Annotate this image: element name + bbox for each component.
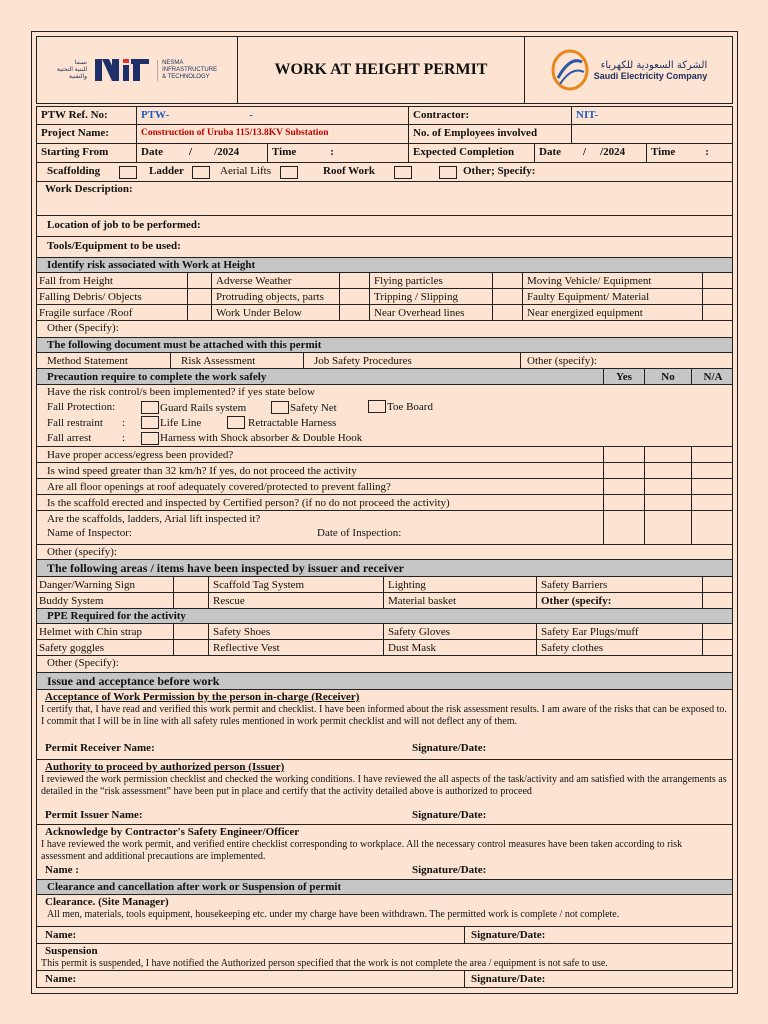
ppe-item: Dust Mask: [383, 640, 536, 655]
scaffold-inspection-cell: [37, 511, 603, 544]
nesma-logo-text: NESMA INFRASTRUCTURE & TECHNOLOGY: [157, 60, 217, 81]
work-type-row: [36, 163, 733, 182]
risk-item: Protruding objects, parts: [211, 289, 339, 304]
suspension-title: Suspension: [45, 945, 98, 957]
precaution-other-label: Other (specify):: [47, 546, 117, 558]
acknowledge-text: I have reviewed the work permit, and verified entire checklist corresponding to workplace. All the necessary control measures have been taken according to risk assessment and additional precautions are implemented.: [41, 839, 683, 862]
risk-checkbox[interactable]: [339, 273, 369, 288]
inspected-item: Safety Barriers: [536, 577, 702, 592]
precaution-question: Have proper access/egress been provided?: [47, 449, 234, 461]
precaution-question-row: [36, 463, 733, 479]
ppe-item: Safety goggles: [39, 642, 105, 654]
risk-item: Adverse Weather: [211, 273, 339, 288]
precaution-question: Is wind speed greater than 32 km/h? If yes, do not proceed the activity: [47, 465, 357, 477]
risk-item: Falling Debris/ Objects: [39, 291, 142, 303]
inspected-item: Danger/Warning Sign: [39, 579, 135, 591]
risk-item: Work Under Below: [211, 305, 339, 320]
nit-logo-icon: [93, 55, 151, 85]
answer-na-cell[interactable]: [691, 463, 734, 478]
inspected-item: Other (specify:: [536, 593, 702, 608]
contractor-label: Contractor:: [408, 107, 571, 124]
roof-checkbox[interactable]: [394, 166, 412, 179]
risk-row: [36, 289, 733, 305]
permit-form: [36, 36, 733, 988]
precaution-question-row: [36, 495, 733, 511]
toe-board-label: Toe Board: [387, 401, 433, 413]
ppe-other-label: Other (Specify):: [47, 657, 119, 669]
risk-control-block: [36, 385, 733, 447]
ppe-row: [36, 640, 733, 656]
risk-checkbox[interactable]: [702, 289, 734, 304]
work-description-field[interactable]: [36, 182, 733, 216]
precautions-heading: Precaution require to complete the work safely: [47, 371, 267, 383]
end-date-slash: /: [583, 146, 587, 158]
precaution-question: Is the scaffold erected and inspected by Certified person? (if no do not proceed the activity): [47, 497, 450, 509]
fall-restraint-label: Fall restraint: [47, 417, 103, 429]
starting-label: Starting From: [41, 146, 109, 158]
precautions-heading-row: [36, 369, 733, 385]
other-work-label: Other; Specify:: [463, 165, 536, 177]
retractable-label: Retractable Harness: [248, 417, 337, 429]
scaffold-na[interactable]: [691, 511, 734, 544]
suspension-signature-field[interactable]: Signature/Date:: [464, 971, 734, 987]
ppe-item: Safety Ear Plugs/muff: [536, 624, 702, 639]
ppe-item: Safety Gloves: [383, 624, 536, 639]
precaution-questions: [36, 447, 733, 511]
risk-item: Near energized equipment: [522, 305, 702, 320]
start-date-year: /2024: [214, 146, 240, 158]
yes-header: Yes: [603, 369, 644, 384]
ladder-checkbox[interactable]: [192, 166, 210, 179]
inspected-checkbox[interactable]: [702, 593, 734, 608]
scaffolding-label: Scaffolding: [47, 165, 101, 177]
start-date-label: Date: [141, 146, 163, 158]
risk-item: Fragile surface /Roof: [39, 307, 133, 319]
inspector-field[interactable]: Name of Inspector:: [47, 527, 132, 539]
life-line-label: Life Line: [160, 417, 202, 429]
inspected-item: Material basket: [383, 593, 536, 608]
risk-other-label: Other (Specify):: [47, 322, 119, 334]
tools-field[interactable]: [36, 237, 733, 258]
form-title: WORK AT HEIGHT PERMIT: [274, 61, 488, 78]
answer-yes-cell[interactable]: [603, 463, 644, 478]
aerial-label: Aerial Lifts: [220, 165, 272, 177]
form-header: [36, 36, 733, 104]
answer-yes-cell[interactable]: [603, 495, 644, 510]
project-label: Project Name:: [41, 127, 109, 139]
risk-item: Tripping / Slipping: [369, 289, 492, 304]
ppe-item: Safety clothes: [536, 640, 702, 655]
ppe-grid: [36, 624, 733, 656]
inspected-checkbox[interactable]: [173, 593, 208, 608]
inspected-checkbox[interactable]: [173, 577, 208, 592]
inspected-row: [36, 593, 733, 609]
risk-other-field[interactable]: [36, 321, 733, 338]
risk-checkbox[interactable]: [492, 289, 522, 304]
answer-na-cell[interactable]: [691, 479, 734, 494]
location-label: Location of job to be performed:: [47, 219, 201, 231]
end-date-label: Date: [539, 146, 561, 158]
retractable-checkbox[interactable]: [227, 416, 245, 429]
ppe-checkbox[interactable]: [702, 624, 734, 639]
safety-net-label: Safety Net: [290, 402, 337, 414]
na-header: N/A: [691, 369, 734, 384]
end-time-field[interactable]: [646, 144, 734, 162]
employees-label: No. of Employees involved: [408, 125, 571, 143]
risk-grid: [36, 273, 733, 321]
ppe-item: Safety Shoes: [208, 624, 383, 639]
suspension-text: This permit is suspended, I have notified the Authorized person specified that the work is not complete the area / equipment is not safe to use.: [41, 958, 608, 969]
fall-arrest-colon: :: [122, 432, 126, 444]
precaution-question-row: [36, 447, 733, 463]
guard-rails-label: Guard Rails system: [160, 402, 247, 414]
documents-row: [36, 353, 733, 369]
acceptance-text: I certify that, I have read and verified this work permit and checklist. I have been informed about the risk assessment results. I am aware of the risks that can be exposed to. I commit that I will be in line with all safety rules mentioned in work permit checklist and will not deflect any of them.: [41, 704, 727, 727]
risk-checkbox[interactable]: [702, 305, 734, 320]
harness-label: Harness with Shock absorber & Double Hook: [160, 432, 363, 444]
doc-risk-assessment[interactable]: Risk Assessment: [170, 353, 303, 368]
scaffold-question: Are the scaffolds, ladders, Arial lift inspected it?: [47, 513, 261, 525]
work-description-label: Work Description:: [45, 183, 133, 195]
inspected-heading: The following areas / items have been inspected by issuer and receiver: [36, 560, 733, 577]
precaution-question: Are all floor openings at roof adequately covered/protected to prevent falling?: [47, 481, 391, 493]
contractor-field[interactable]: NIT-: [571, 107, 734, 124]
ladder-label: Ladder: [149, 165, 184, 177]
acknowledge-title: Acknowledge by Contractor's Safety Engineer/Officer: [45, 826, 300, 838]
answer-no-cell[interactable]: [644, 479, 691, 494]
nesma-logo: [37, 37, 238, 103]
scaffold-yes[interactable]: [603, 511, 644, 544]
roof-label: Roof Work: [323, 165, 376, 177]
clearance-sign-row: [36, 927, 733, 944]
end-date-field[interactable]: [534, 144, 646, 162]
scaffold-inspection-row: [36, 511, 733, 545]
start-time-field[interactable]: [267, 144, 408, 162]
project-row: [36, 125, 733, 144]
ppe-row: [36, 624, 733, 640]
risk-checkbox[interactable]: [492, 305, 522, 320]
doc-method-statement[interactable]: Method Statement: [47, 355, 128, 367]
clearance-title: Clearance. (Site Manager): [45, 896, 169, 908]
risk-item: Faulty Equipment/ Material: [522, 289, 702, 304]
sec-logo-icon: [550, 48, 590, 92]
ptw-field[interactable]: [136, 107, 408, 124]
risk-row: [36, 273, 733, 289]
doc-job-safety[interactable]: Job Safety Procedures: [303, 353, 520, 368]
end-date-year: /2024: [600, 146, 626, 158]
toe-board-checkbox[interactable]: [368, 400, 386, 413]
authority-title: Authority to proceed by authorized person (Issuer): [45, 761, 285, 773]
precaution-question-row: [36, 479, 733, 495]
engineer-signature-field[interactable]: Signature/Date:: [412, 864, 487, 876]
risk-row: [36, 305, 733, 321]
ppe-item: Reflective Vest: [208, 640, 383, 655]
clearance-name-field[interactable]: Name:: [45, 929, 77, 941]
doc-other[interactable]: Other (specify):: [520, 353, 734, 368]
clearance-section: [36, 895, 733, 927]
clearance-text: All men, materials, tools equipment, housekeeping etc. under my charge have been withdrawn. The permitted work is complete / not complete.: [47, 909, 620, 920]
ptw-prefix: PTW-: [141, 109, 170, 121]
start-time-colon: :: [330, 146, 334, 158]
location-field[interactable]: [36, 216, 733, 237]
receiver-name-field[interactable]: Permit Receiver Name:: [45, 742, 155, 754]
tools-label: Tools/Equipment to be used:: [47, 240, 181, 252]
issuer-name-field[interactable]: Permit Issuer Name:: [45, 809, 143, 821]
guard-rails-checkbox[interactable]: [141, 401, 159, 414]
no-header: No: [644, 369, 691, 384]
ppe-heading: PPE Required for the activity: [36, 609, 733, 624]
answer-na-cell[interactable]: [691, 447, 734, 462]
aerial-checkbox[interactable]: [280, 166, 298, 179]
sec-logo-text: Saudi Electricity Company: [593, 70, 708, 81]
risk-checkbox[interactable]: [339, 305, 369, 320]
risk-item: Moving Vehicle/ Equipment: [522, 273, 702, 288]
acknowledge-section: [36, 825, 733, 880]
dates-row: [36, 144, 733, 163]
authority-section: [36, 760, 733, 825]
inspected-item: Lighting: [383, 577, 536, 592]
answer-yes-cell[interactable]: [603, 479, 644, 494]
other-work-checkbox[interactable]: [439, 166, 457, 179]
receiver-signature-field[interactable]: Signature/Date:: [412, 742, 487, 754]
ptw-dash: -: [249, 109, 253, 121]
precaution-other-field[interactable]: [36, 545, 733, 560]
ptw-label: PTW Ref. No:: [41, 109, 108, 121]
ppe-other-field[interactable]: [36, 656, 733, 673]
clearance-heading: Clearance and cancellation after work or Suspension of permit: [36, 880, 733, 895]
acceptance-section: [36, 690, 733, 760]
authority-text: I reviewed the work permission checklist and checked the working conditions. I have reviewed the all aspects of the task/activity and am satisfied with the arrangements as detailed in the “risk assessment” have been put in place and certify that the activity detailed above is authorized to proceed: [41, 774, 727, 797]
ppe-checkbox[interactable]: [173, 624, 208, 639]
ppe-item: Helmet with Chin strap: [39, 626, 142, 638]
risk-item: Flying particles: [369, 273, 492, 288]
employees-field[interactable]: [571, 125, 734, 143]
issue-heading: Issue and acceptance before work: [36, 673, 733, 690]
answer-yes-cell[interactable]: [603, 447, 644, 462]
ppe-checkbox[interactable]: [173, 640, 208, 655]
answer-no-cell[interactable]: [644, 463, 691, 478]
answer-no-cell[interactable]: [644, 447, 691, 462]
scaffold-no[interactable]: [644, 511, 691, 544]
acceptance-title: Acceptance of Work Permission by the person in-charge (Receiver): [45, 691, 360, 703]
answer-no-cell[interactable]: [644, 495, 691, 510]
end-time-label: Time: [651, 146, 676, 158]
inspection-date-field[interactable]: Date of Inspection:: [317, 527, 402, 539]
suspension-section: [36, 944, 733, 971]
project-field[interactable]: Construction of Uruba 115/13.8KV Substation: [136, 125, 408, 143]
fall-arrest-label: Fall arrest: [47, 432, 92, 444]
risk-checkbox[interactable]: [187, 289, 211, 304]
clearance-signature-field[interactable]: Signature/Date:: [464, 927, 734, 943]
suspension-sign-row: [36, 971, 733, 988]
inspected-item: Buddy System: [39, 595, 104, 607]
risk-heading: Identify risk associated with Work at Height: [36, 258, 733, 273]
risk-checkbox[interactable]: [187, 273, 211, 288]
ptw-row: [36, 106, 733, 125]
life-line-checkbox[interactable]: [141, 416, 159, 429]
nesma-logo-arabic: نسما للبنية التحتية والتقنية: [56, 59, 88, 80]
risk-checkbox[interactable]: [187, 305, 211, 320]
start-date-field[interactable]: [136, 144, 267, 162]
harness-checkbox[interactable]: [141, 432, 159, 445]
sec-logo: [524, 37, 732, 103]
sec-logo-arabic: الشركة السعودية للكهرباء: [600, 59, 708, 71]
risk-checkbox[interactable]: [339, 289, 369, 304]
inspected-grid: [36, 577, 733, 609]
risk-item: Fall from Height: [39, 275, 113, 287]
suspension-name-field[interactable]: Name:: [45, 973, 77, 985]
risk-checkbox[interactable]: [702, 273, 734, 288]
expected-label: Expected Completion: [408, 144, 534, 162]
engineer-name-field[interactable]: Name :: [45, 864, 79, 876]
risk-item: Near Overhead lines: [369, 305, 492, 320]
inspected-item: Scaffold Tag System: [208, 577, 383, 592]
inspected-row: [36, 577, 733, 593]
fall-protection-label: Fall Protection:: [47, 401, 116, 413]
ppe-checkbox[interactable]: [702, 640, 734, 655]
fall-restraint-colon: :: [122, 417, 126, 429]
start-date-slash: /: [189, 146, 193, 158]
safety-net-checkbox[interactable]: [271, 401, 289, 414]
risk-checkbox[interactable]: [492, 273, 522, 288]
issuer-signature-field[interactable]: Signature/Date:: [412, 809, 487, 821]
inspected-checkbox[interactable]: [702, 577, 734, 592]
inspected-item: Rescue: [208, 593, 383, 608]
scaffolding-checkbox[interactable]: [119, 166, 137, 179]
answer-na-cell[interactable]: [691, 495, 734, 510]
risk-control-question: Have the risk control/s been implemented? if yes state below: [47, 386, 315, 398]
start-time-label: Time: [272, 146, 297, 158]
end-time-colon: :: [705, 146, 709, 158]
documents-heading: The following document must be attached with this permit: [36, 338, 733, 353]
